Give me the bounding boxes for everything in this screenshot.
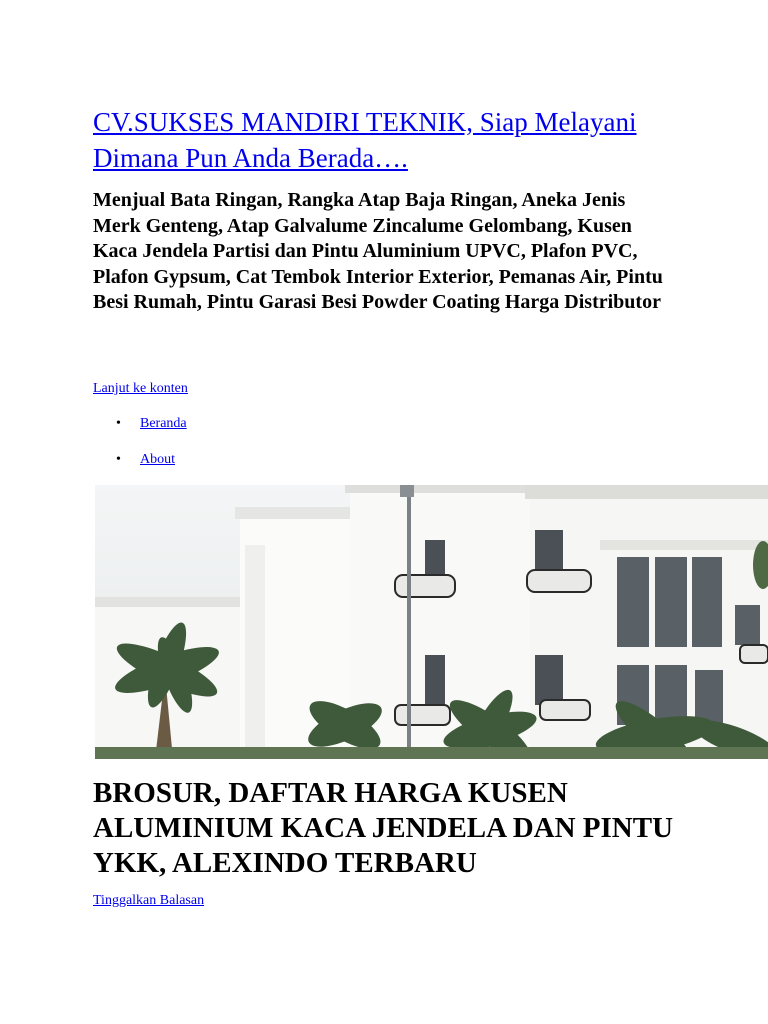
- nav-link-beranda[interactable]: Beranda: [140, 416, 187, 431]
- bullet-icon: •: [116, 416, 121, 431]
- post-title: BROSUR, DAFTAR HARGA KUSEN ALUMINIUM KACA JENDELA DAN PINTU YKK, ALEXINDO TERBARU: [93, 777, 674, 879]
- site-title: [93, 104, 653, 176]
- header-image: [95, 485, 768, 759]
- site-title-link[interactable]: CV.SUKSES MANDIRI TEKNIK, Siap Melayani Dimana Pun Anda Berada….: [93, 107, 637, 173]
- nav-link-about[interactable]: About: [140, 452, 175, 467]
- house-illustration: [95, 485, 768, 759]
- skip-to-content-link[interactable]: Lanjut ke konten: [93, 381, 188, 396]
- bullet-icon: •: [116, 452, 121, 467]
- leave-reply-link[interactable]: Tinggalkan Balasan: [93, 893, 205, 908]
- site-description: Menjual Bata Ringan, Rangka Atap Baja Ringan, Aneka Jenis Merk Genteng, Atap Galvalume Zincalume Gelombang, Kusen Kaca Jendela Partisi dan Pintu Aluminium UPVC, Plafon PVC, Plafon Gypsum, Cat Tembok Interior Exterior, Pemanas Air, Pintu Besi Rumah, Pintu Garasi Besi Powder Coating Harga Distributor: [93, 189, 663, 313]
